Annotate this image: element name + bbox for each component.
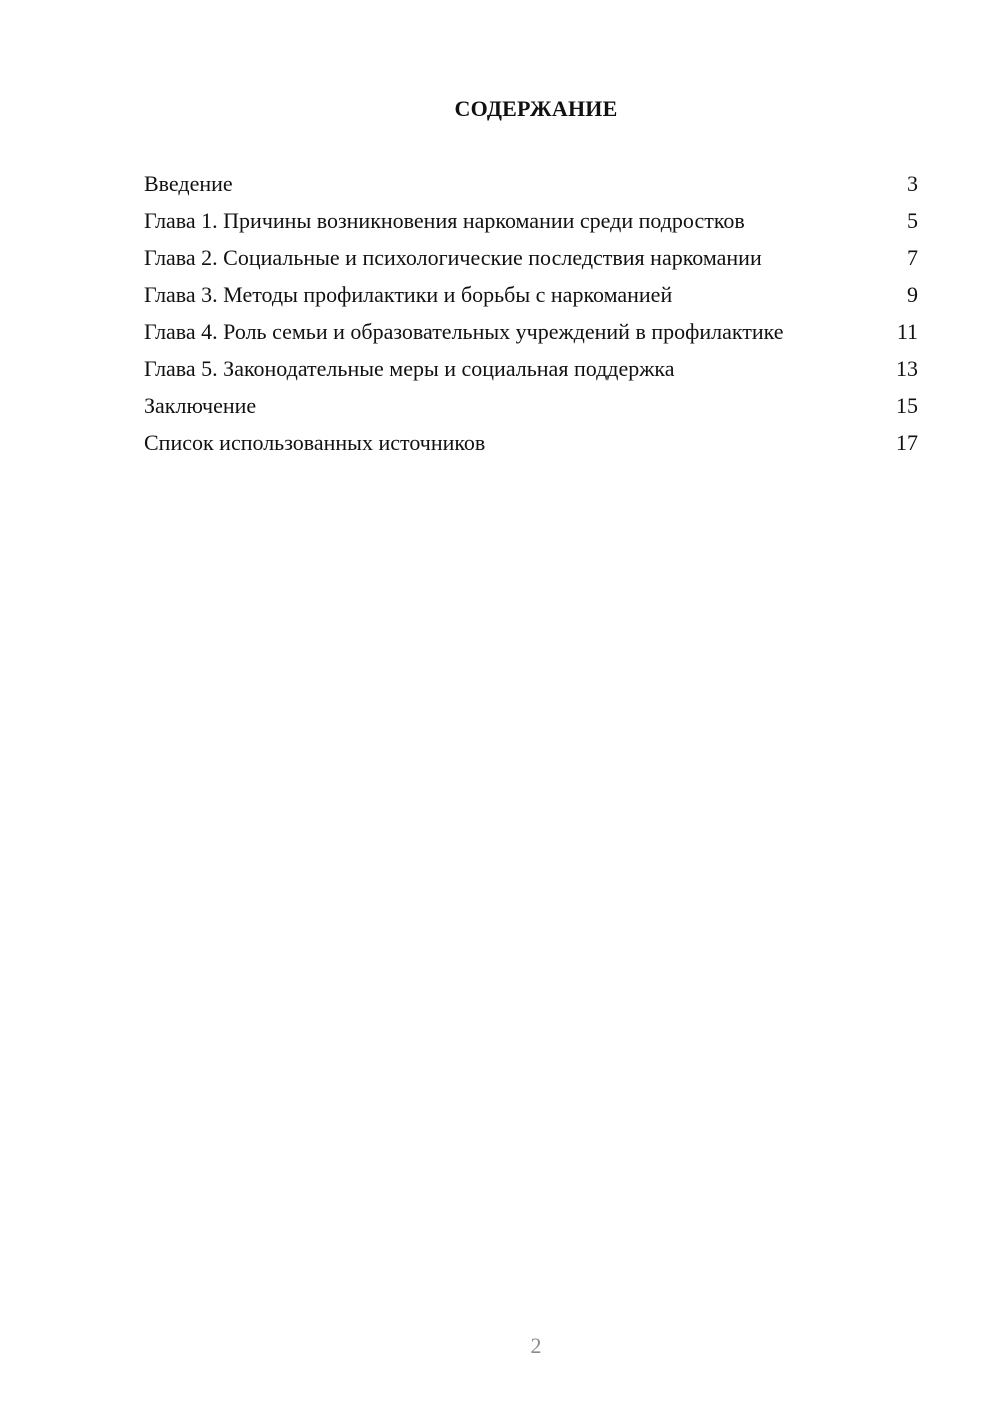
page-number: 2: [530, 1333, 542, 1358]
toc-entry-page: 7: [907, 245, 918, 270]
toc-entry-introduction: [144, 170, 918, 197]
toc-entry-conclusion: [144, 392, 918, 419]
toc-entry-chapter-1: [144, 207, 918, 234]
toc-entry-page: 9: [907, 282, 918, 307]
toc-entry-chapter-4: [144, 318, 918, 345]
table-of-contents: [144, 170, 918, 466]
toc-entry-chapter-5: [144, 355, 918, 382]
toc-entry-page: 17: [896, 430, 918, 455]
toc-heading: СОДЕРЖАНИЕ: [454, 96, 618, 121]
toc-entry-chapter-3: [144, 281, 918, 308]
toc-entry-page: 3: [907, 171, 918, 196]
toc-entry-title: Глава 5. Законодательные меры и социальная поддержка: [144, 356, 675, 381]
toc-entry-title: Глава 4. Роль семьи и образовательных учреждений в профилактике: [144, 319, 784, 344]
toc-entry-title: Глава 3. Методы профилактики и борьбы с наркоманией: [144, 282, 673, 307]
toc-entry-page: 11: [896, 319, 918, 344]
toc-entry-title: Заключение: [144, 393, 257, 418]
toc-entry-references: [144, 429, 918, 456]
toc-entry-title: Введение: [144, 171, 233, 196]
toc-entry-title: Глава 1. Причины возникновения наркомании среди подростков: [144, 208, 745, 233]
toc-entry-page: 15: [896, 393, 918, 418]
toc-entry-page: 5: [907, 208, 918, 233]
toc-entry-page: 13: [896, 356, 918, 381]
toc-entry-title: Глава 2. Социальные и психологические последствия наркомании: [144, 245, 762, 270]
toc-entry-chapter-2: [144, 244, 918, 271]
toc-entry-title: Список использованных источников: [144, 430, 486, 455]
